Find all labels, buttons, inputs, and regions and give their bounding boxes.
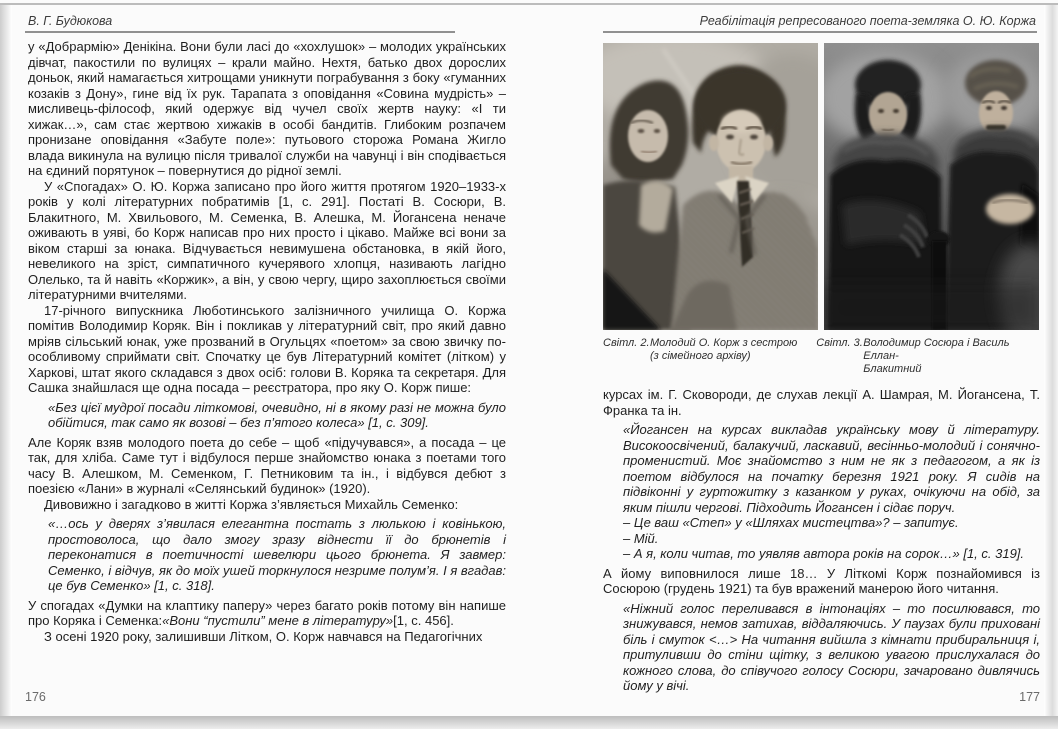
page-left (28, 14, 506, 644)
paragraph: Дивовижно і загадково в житті Коржа з’являється Михайль Семенко: (44, 496, 459, 512)
photo-korzh-with-sister (603, 43, 818, 330)
running-header-author: В. Г. Будюкова (28, 14, 113, 28)
header-rule (603, 31, 1037, 33)
block-quote: «Без цієї мудрої посади літкомові, очевидно, ні в якому разі не можна було обійтися, так само як возові – без п’ятого колеса» [1, с. 309]. (48, 399, 506, 430)
paragraph: у «Добрармію» Денікіна. Вони були ласі до «хохлушок» – молодих українських дівчат, пакостили по вулицях – крали майно. Нехтя, батько двох дорослих доньок, який намагається хитрощами уникнути пограбування з боку «гуманних козаків з Дону», гине від їх рук. Тарапата з оповідання «Совина мудрість» – мисливець-філософ, який одержує від чучел своїх жертв науку: «І ти хижак…», сам стає жертвою хижаків в особі бандитів. Глибоким розпачем пронизане оповідання «Забуте поле»: путьового сторожа Романа Жигло влада викинула на вулицю після тривалої служби на чавунці і він сподівається на єдиний порятунок – повернутися до рідної землі. (28, 39, 506, 178)
dialogue-line: – Це ваш «Степ» у «Шляхах мистецтва»? – запитує. (623, 515, 959, 530)
caption-label: Світл. 2. (603, 337, 650, 349)
photo-figure (603, 43, 1040, 376)
paragraph: З осені 1920 року, залишивши Літком, О. Корж навчався на Педагогічних (44, 628, 483, 644)
block-quote: «Йогансен на курсах викладав українську мову й літературу. Високоосвічений, балакучий, ласкавий, весінньо-молодий і сонячно-променистий. Моє знайомство з ним не як з педагогом, а як із поетом відбулося на початку березня 1921 року. Я сидів на підвіконні у гуртожитку з казанком у руках, очікуючи на обід, за яким пішли чергові. Підходить Йогансен і сідає поруч. – Це ваш «Степ» у «Шляхах мистецтва»? – запитує. – Мій. – А я, коли читав, то уявляв автора років на сорок…» [1, с. 319]. (623, 422, 1040, 561)
scan-edge-left (0, 5, 12, 716)
page-number-right: 177 (1019, 690, 1040, 704)
scan-edge-top (0, 3, 1058, 5)
caption-label: Світл. 3. (816, 337, 863, 349)
right-page-body (603, 387, 1040, 694)
block-quote: «…ось у дверях з’явилася елегантна постать з люлькою і ковінькою, простоволоса, що дало змогу зразу віднести її до брюнетів і переконатися в поетичності шевелюри цього брюнета. Я завмер: Семенко, і відчув, як до моїх ушей торкнулося незриме полум’я. І я вгадав: це був Семенко» [1, с. 318]. (48, 516, 506, 593)
page-number-left: 176 (25, 690, 46, 704)
page-right (603, 14, 1040, 698)
photo-captions (603, 337, 1040, 376)
photo-sosiura-ellan-blakytnyi (824, 43, 1039, 330)
dialogue-line: – Мій. (623, 530, 659, 546)
scan-edge-bottom (0, 716, 1058, 729)
caption-photo-3: Світл. 3. Володимир Сосюра і Василь Еллан- Блакитний (816, 337, 1010, 375)
paragraph-mixed: У спогадах «Думки на клаптику паперу» через багато років потому він напише про Коряка і Семенка:«Вони “пустили” мене в літературу»[1, с. 456]. (28, 597, 506, 628)
left-page-body (28, 39, 506, 644)
scan-edge-right (1044, 5, 1058, 716)
caption-photo-2: Світл. 2. Молодий О. Корж з сестрою (з сімейного архіву) (603, 337, 816, 376)
block-quote: «Ніжний голос переливався в інтонаціях – то посилювався, то знижувався, немов затихав, віддаляючись. У паузах були приховані біль і смуток <…> На читання вийшла з кімнати прибиральниця і, притуливши до стіни щітку, з великою увагою прислухалася до кожного слова, до співучого голосу Сосюри, зачаровано дивлячись йому у вічі. (623, 600, 1040, 693)
paragraph: А йому виповнилося лише 18… У Літкомі Корж познайомився із Сосюрою (грудень 1921) та був вражений манерою його читання. (603, 565, 1040, 596)
paragraph: курсах ім. Г. Сковороди, де слухав лекції А. Шамрая, М. Йогансена, Т. Франка та ін. (603, 387, 1040, 418)
paragraph: 17-річного випускника Люботинського залізничного училища О. Коржа помітив Володимир Коряк. Він і покликав у літературний світ, про який давно мріяв сільський юнак, уже прозваний в Огульцях «поетом» за свою звичку по-особливому сприймати світ. Спочатку це був Літературний комітет (літком) у Харкові, штат якого складався з двох осіб: голови В. Коряка та секретаря. Для Сашка знайшлася ще одна посада – реєстратора, про яку О. Корж пише: (28, 302, 506, 395)
paragraph: Але Коряк взяв молодого поета до себе – щоб «підучувався», а посада – це так, для хліба. Саме тут і відбулося перше знайомство юнака з поетами того часу В. Алешком, М. Семенком, Г. Петниковим та ін., і відбувся дебют з поезією «Лани» в журналі «Селянський будинок» (1920). (28, 434, 506, 496)
running-header-title: Реабілітація репресованого поета-земляка О. Ю. Коржа (699, 14, 1036, 28)
dialogue-line: – А я, коли читав, то уявляв автора років на сорок…» [1, с. 319]. (623, 546, 1025, 561)
paragraph: У «Спогадах» О. Ю. Коржа записано про його життя протягом 1920–1933-х років у колі літературних побратимів [1, с. 291]. Постаті В. Сосюри, В. Блакитного, М. Хвильового, М. Семенка, В. Алешка, М. Йогансена неначе оживають в уяві, бо Корж написав про них просто і цікаво. Майже всі вони за віком старші за юнака. Відчувається невимушена обстановка, в якій його, невеликого на зріст, симпатичного кучерявого хлопця, називають лагідно Олелько, та й навіть «Коржик», а він, у свою чергу, щиро захоплюється своїми літературними вчителями. (28, 178, 506, 302)
header-rule (25, 31, 455, 33)
